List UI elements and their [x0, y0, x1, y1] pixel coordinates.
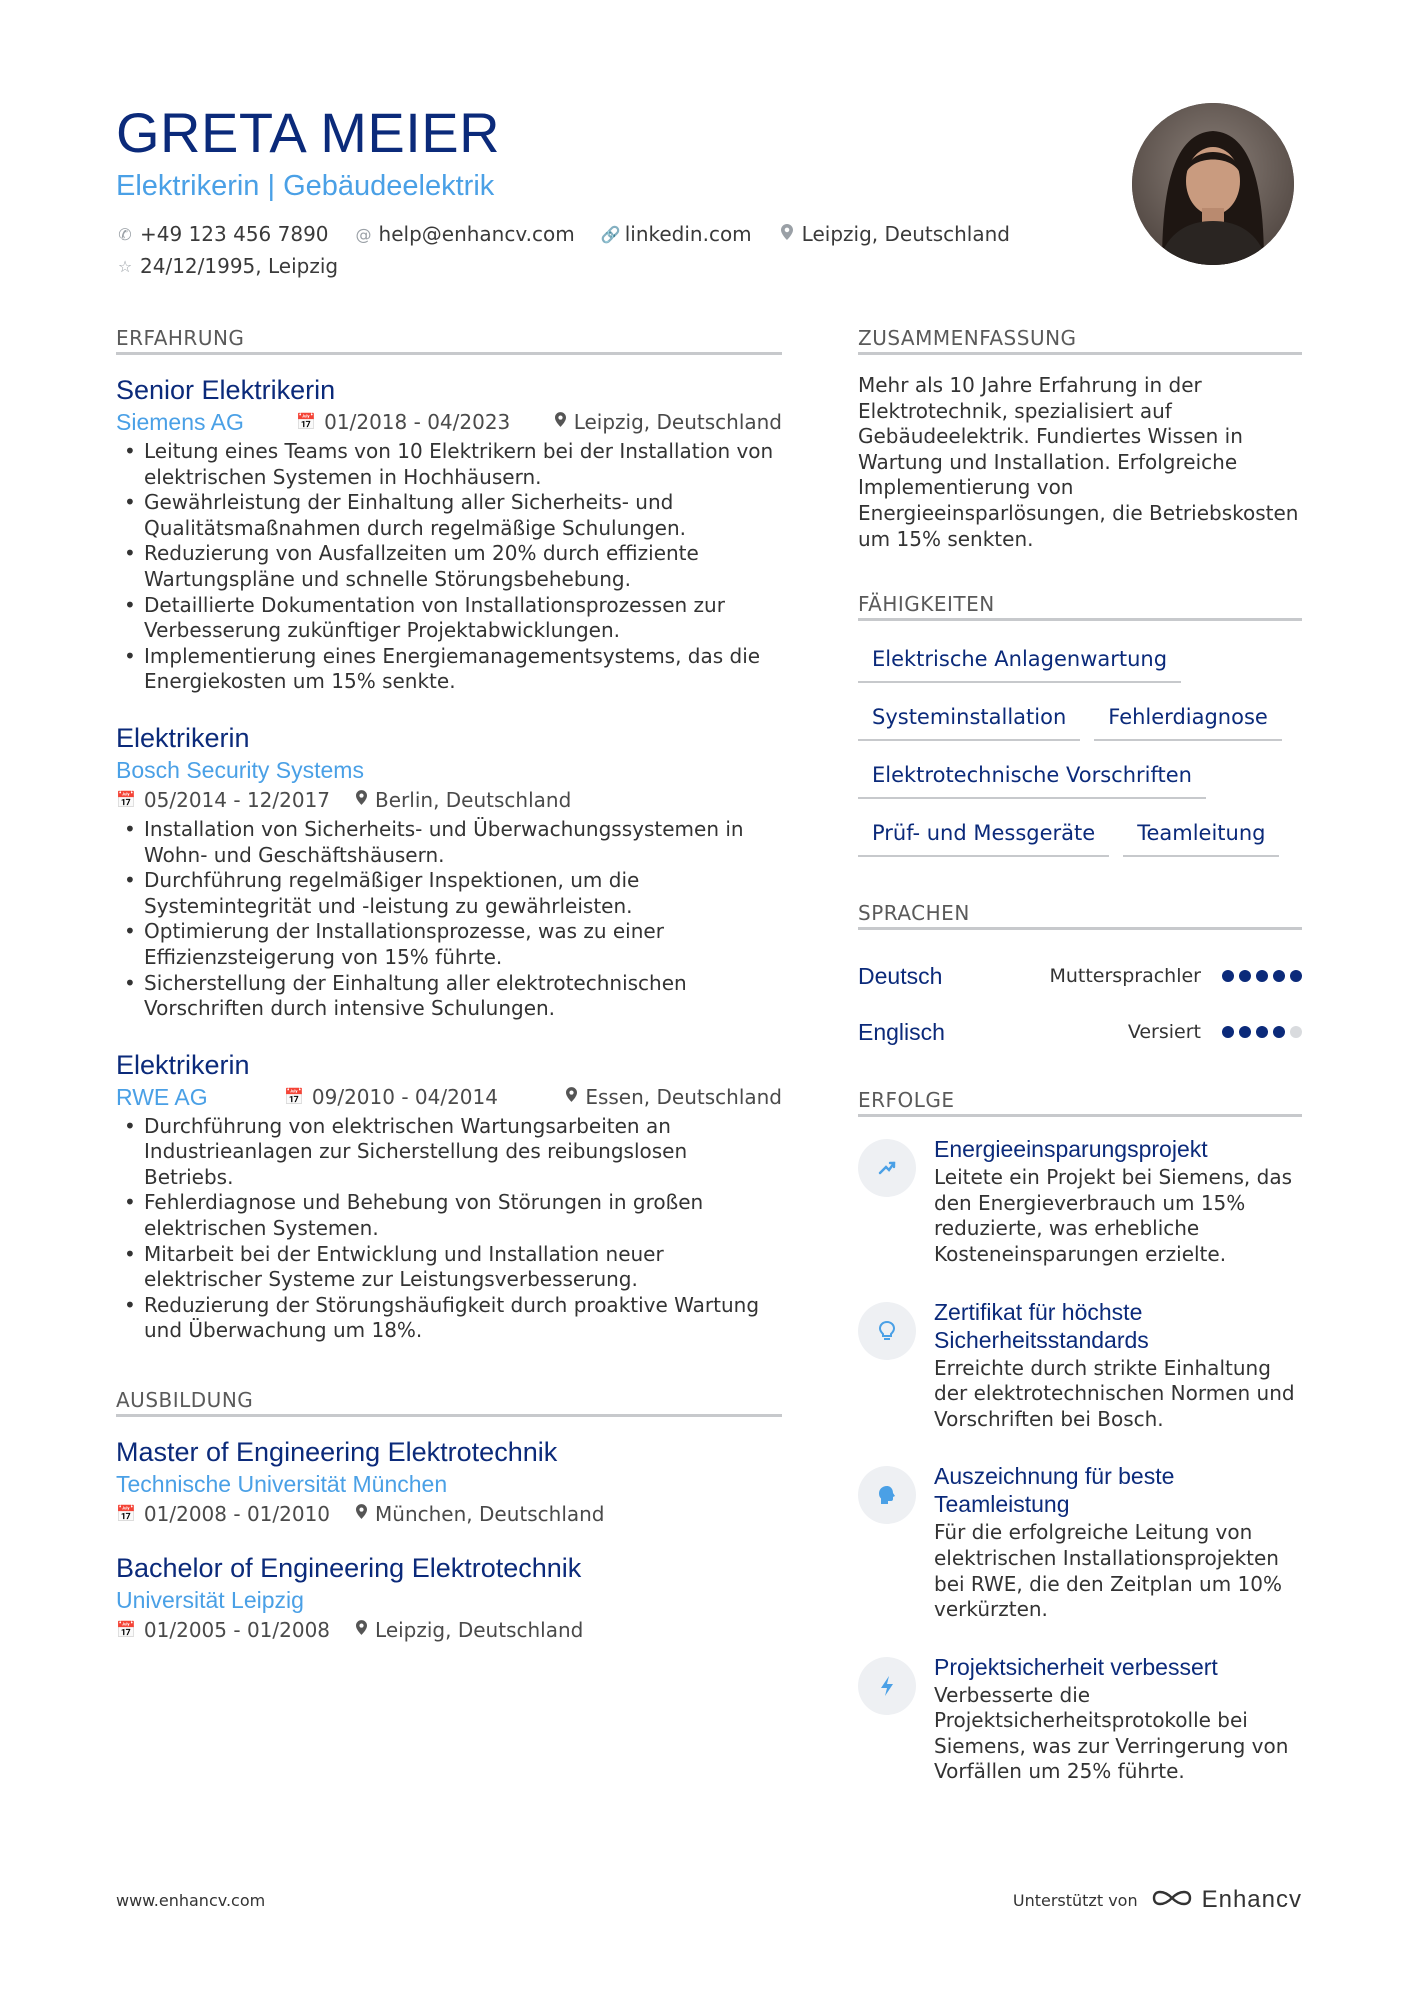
job-dates-text: 05/2014 - 12/2017: [143, 787, 331, 812]
lightning-icon: [858, 1657, 916, 1715]
job-dates-text: 09/2010 - 04/2014: [311, 1084, 498, 1109]
job-entry: [116, 373, 782, 695]
footer-branding: [1013, 1886, 1302, 1914]
job-entry: [116, 721, 782, 1022]
job-location-text: Berlin, Deutschland: [375, 787, 572, 812]
lightbulb-icon: [858, 1302, 916, 1360]
header: [116, 100, 1116, 282]
list-item: • Optimierung der Installationsprozesse, was zu einer Effizienzsteigerung von 15% führte.: [116, 919, 782, 970]
education-location: [356, 1499, 604, 1529]
languages-heading: SPRACHEN: [858, 901, 1302, 930]
achievement-title: Auszeichnung für beste Teamleistung: [934, 1463, 1175, 1518]
footer: [116, 1886, 1302, 1914]
calendar-icon: 📅: [116, 789, 136, 809]
job-location-text: Essen, Deutschland: [585, 1084, 782, 1109]
list-item: • Implementierung eines Energiemanagementsystems, das die Energiekosten um 15% senkte.: [116, 644, 782, 695]
skills-list: [858, 639, 1302, 871]
list-item: • Detaillierte Dokumentation von Installationsprozessen zur Verbesserung zukünftiger Projektabwicklungen.: [116, 593, 782, 644]
candidate-title: Elektrikerin | Gebäudeelektrik: [116, 170, 495, 202]
language-proficiency: [1128, 1021, 1302, 1043]
location-icon: [356, 1615, 367, 1645]
education-dates-text: 01/2008 - 01/2010: [143, 1502, 331, 1527]
calendar-icon: 📅: [283, 1086, 304, 1106]
job-title: Elektrikerin: [116, 722, 250, 753]
job-location: [356, 785, 571, 815]
language-row: [858, 948, 1302, 1004]
calendar-icon: 📅: [296, 412, 317, 431]
contact-phone[interactable]: [116, 218, 329, 250]
job-title: Elektrikerin: [116, 1049, 250, 1080]
education-school: Technische Universität München: [116, 1471, 448, 1498]
skill-tag: Fehlerdiagnose: [1094, 697, 1282, 741]
contact-list: [116, 218, 1036, 282]
location-icon: [566, 1082, 577, 1112]
achievement-title: Zertifikat für höchste Sicherheitsstandards: [934, 1298, 1149, 1353]
list-item: • Reduzierung der Störungshäufigkeit durch proaktive Wartung und Überwachung um 18%.: [116, 1293, 782, 1344]
contact-text: +49 123 456 7890: [140, 222, 329, 246]
achievement-body: [934, 1653, 1302, 1785]
job-location: [566, 1082, 782, 1112]
list-item: • Sicherstellung der Einhaltung aller elektrotechnischen Vorschriften durch intensive Schulungen.: [116, 971, 782, 1022]
achievement-body: [934, 1298, 1302, 1433]
education-meta: [116, 1615, 782, 1645]
left-column: [116, 326, 782, 1667]
education-degree: Master of Engineering Elektrotechnik: [116, 1437, 558, 1468]
achievement-item: [858, 1462, 1302, 1622]
at-icon: @: [355, 224, 372, 244]
language-name: Deutsch: [858, 962, 943, 989]
job-bullets: [116, 1114, 782, 1344]
list-item: • Reduzierung von Ausfallzeiten um 20% durch effiziente Wartungspläne und schnelle Störungsbehebung.: [116, 541, 782, 592]
education-dates: [116, 1499, 330, 1529]
language-rating: [1217, 1026, 1302, 1038]
job-company: RWE AG: [116, 1083, 208, 1110]
contact-birth: [116, 250, 338, 282]
skill-tag: Systeminstallation: [858, 697, 1080, 741]
list-item: • Installation von Sicherheits- und Überwachungssystemen in Wohn- und Geschäftshäusern.: [116, 817, 782, 868]
phone-icon: ✆: [118, 224, 132, 244]
rating-dot: [1222, 970, 1234, 982]
rating-dot: [1239, 1026, 1251, 1038]
job-location-text: Leipzig, Deutschland: [573, 410, 782, 434]
skills-heading: FÄHIGKEITEN: [858, 592, 1302, 621]
job-location: [555, 407, 782, 437]
achievement-desc: Für die erfolgreiche Leitung von elektrischen Installationsprojekten bei RWE, die den Zeitplan um 10% verkürzten.: [934, 1520, 1282, 1622]
education-entry: [116, 1435, 782, 1529]
education-location-text: Leipzig, Deutschland: [375, 1618, 584, 1643]
experience-heading: ERFAHRUNG: [116, 326, 782, 355]
rating-dot: [1256, 1026, 1268, 1038]
education-location-text: München, Deutschland: [375, 1502, 605, 1527]
rating-dot: [1256, 970, 1268, 982]
achievement-item: [858, 1135, 1302, 1267]
education-degree: Bachelor of Engineering Elektrotechnik: [116, 1553, 582, 1584]
contact-text: help@enhancv.com: [378, 222, 575, 246]
candidate-name: GRETA MEIER: [116, 101, 501, 164]
job-dates: [284, 1082, 498, 1112]
calendar-icon: 📅: [116, 1504, 136, 1524]
contact-linkedin[interactable]: [601, 218, 752, 250]
language-row: [858, 1004, 1302, 1060]
list-item: • Fehlerdiagnose und Behebung von Störungen in großen elektrischen Systemen.: [116, 1190, 782, 1241]
achievement-desc: Erreichte durch strikte Einhaltung der elektrotechnischen Normen und Vorschriften bei Bosch.: [934, 1355, 1295, 1431]
enhancv-logo-icon: [1150, 1886, 1194, 1914]
education-meta: [116, 1499, 782, 1529]
job-bullets: [116, 439, 782, 695]
skill-tag: Elektrische Anlagenwartung: [858, 639, 1181, 683]
job-dates-text: 01/2018 - 04/2023: [324, 410, 511, 434]
job-company: Bosch Security Systems: [116, 756, 364, 783]
achievement-title: Projektsicherheit verbessert: [934, 1653, 1218, 1680]
education-dates-text: 01/2005 - 01/2008: [143, 1618, 331, 1643]
achievement-title: Energieeinsparungsprojekt: [934, 1136, 1208, 1163]
footer-website[interactable]: www.enhancv.com: [116, 1890, 266, 1910]
list-item: • Mitarbeit bei der Entwicklung und Installation neuer elektrischer Systeme zur Leistungsverbesserung.: [116, 1242, 782, 1293]
right-column: [858, 326, 1302, 1815]
job-dates: [116, 785, 330, 815]
job-meta: [116, 407, 782, 437]
star-icon: ☆: [117, 256, 133, 276]
job-company: Siemens AG: [116, 409, 244, 435]
skill-tag: Teamleitung: [1123, 813, 1279, 857]
list-item: • Gewährleistung der Einhaltung aller Sicherheits- und Qualitätsmaßnahmen durch regelmäßige Schulungen.: [116, 490, 782, 541]
rating-dot: [1222, 1026, 1234, 1038]
language-level: Versiert: [1127, 1021, 1201, 1044]
education-heading: AUSBILDUNG: [116, 1388, 782, 1417]
achievement-item: [858, 1298, 1302, 1433]
contact-email[interactable]: [355, 218, 575, 250]
energy-saving-icon: [858, 1139, 916, 1197]
footer-powered: Unterstützt von: [1012, 1890, 1138, 1910]
rating-dot: [1290, 1026, 1302, 1038]
head-icon: [858, 1466, 916, 1524]
job-meta: [116, 785, 782, 815]
achievements-heading: ERFOLGE: [858, 1088, 1302, 1117]
summary-text: Mehr als 10 Jahre Erfahrung in der Elektrotechnik, spezialisiert auf Gebäudeelektrik. Fundiertes Wissen in Wartung und Installation. Erfolgreiche Implementierung von Energieeinsparlösungen, die Betriebskosten um 15% senkten.: [858, 373, 1299, 551]
job-dates: [296, 407, 510, 437]
list-item: • Durchführung regelmäßiger Inspektionen, um die Systemintegrität und -leistung zu gewährleisten.: [116, 868, 782, 919]
education-dates: [116, 1615, 330, 1645]
location-icon: [356, 1499, 367, 1529]
contact-text: linkedin.com: [624, 222, 752, 246]
job-title: Senior Elektrikerin: [116, 375, 336, 405]
location-icon: [555, 407, 566, 437]
achievement-body: [934, 1462, 1302, 1622]
list-item: • Leitung eines Teams von 10 Elektrikern bei der Installation von elektrischen Systemen in Hochhäusern.: [116, 439, 782, 490]
language-name: Englisch: [858, 1018, 945, 1045]
rating-dot: [1273, 1026, 1285, 1038]
avatar: [1132, 103, 1294, 265]
contact-location: [778, 218, 1010, 250]
achievement-desc: Leitete ein Projekt bei Siemens, das den Energieverbrauch um 15% reduzierte, was erhebliche Kosteneinsparungen erzielte.: [934, 1165, 1293, 1266]
contact-text: 24/12/1995, Leipzig: [140, 254, 339, 278]
job-entry: [116, 1048, 782, 1344]
skill-tag: Elektrotechnische Vorschriften: [858, 755, 1206, 799]
language-level: Muttersprachler: [1049, 965, 1201, 988]
link-icon: 🔗: [600, 224, 621, 244]
summary-heading: ZUSAMMENFASSUNG: [858, 326, 1302, 355]
list-item: • Durchführung von elektrischen Wartungsarbeiten an Industrieanlagen zur Sicherstellung des reibungslosen Betriebs.: [116, 1114, 782, 1191]
job-meta: [116, 1082, 782, 1112]
rating-dot: [1239, 970, 1251, 982]
achievement-desc: Verbesserte die Projektsicherheitsprotokolle bei Siemens, was zur Verringerung von Vorfällen um 25% führte.: [934, 1682, 1289, 1784]
education-entry: [116, 1551, 782, 1645]
rating-dot: [1290, 970, 1302, 982]
education-school: Universität Leipzig: [116, 1587, 304, 1614]
language-rating: [1217, 970, 1302, 982]
skill-tag: Prüf- und Messgeräte: [858, 813, 1109, 857]
calendar-icon: 📅: [116, 1620, 136, 1640]
location-icon: [356, 785, 367, 815]
language-proficiency: [1049, 965, 1302, 987]
contact-text: Leipzig, Deutschland: [801, 222, 1010, 246]
achievement-body: [934, 1135, 1302, 1267]
education-location: [356, 1615, 583, 1645]
footer-brand: Enhancv: [1201, 1886, 1302, 1913]
location-icon: [778, 224, 796, 244]
rating-dot: [1273, 970, 1285, 982]
job-bullets: [116, 817, 782, 1022]
achievement-item: [858, 1653, 1302, 1785]
languages-list: [858, 948, 1302, 1060]
